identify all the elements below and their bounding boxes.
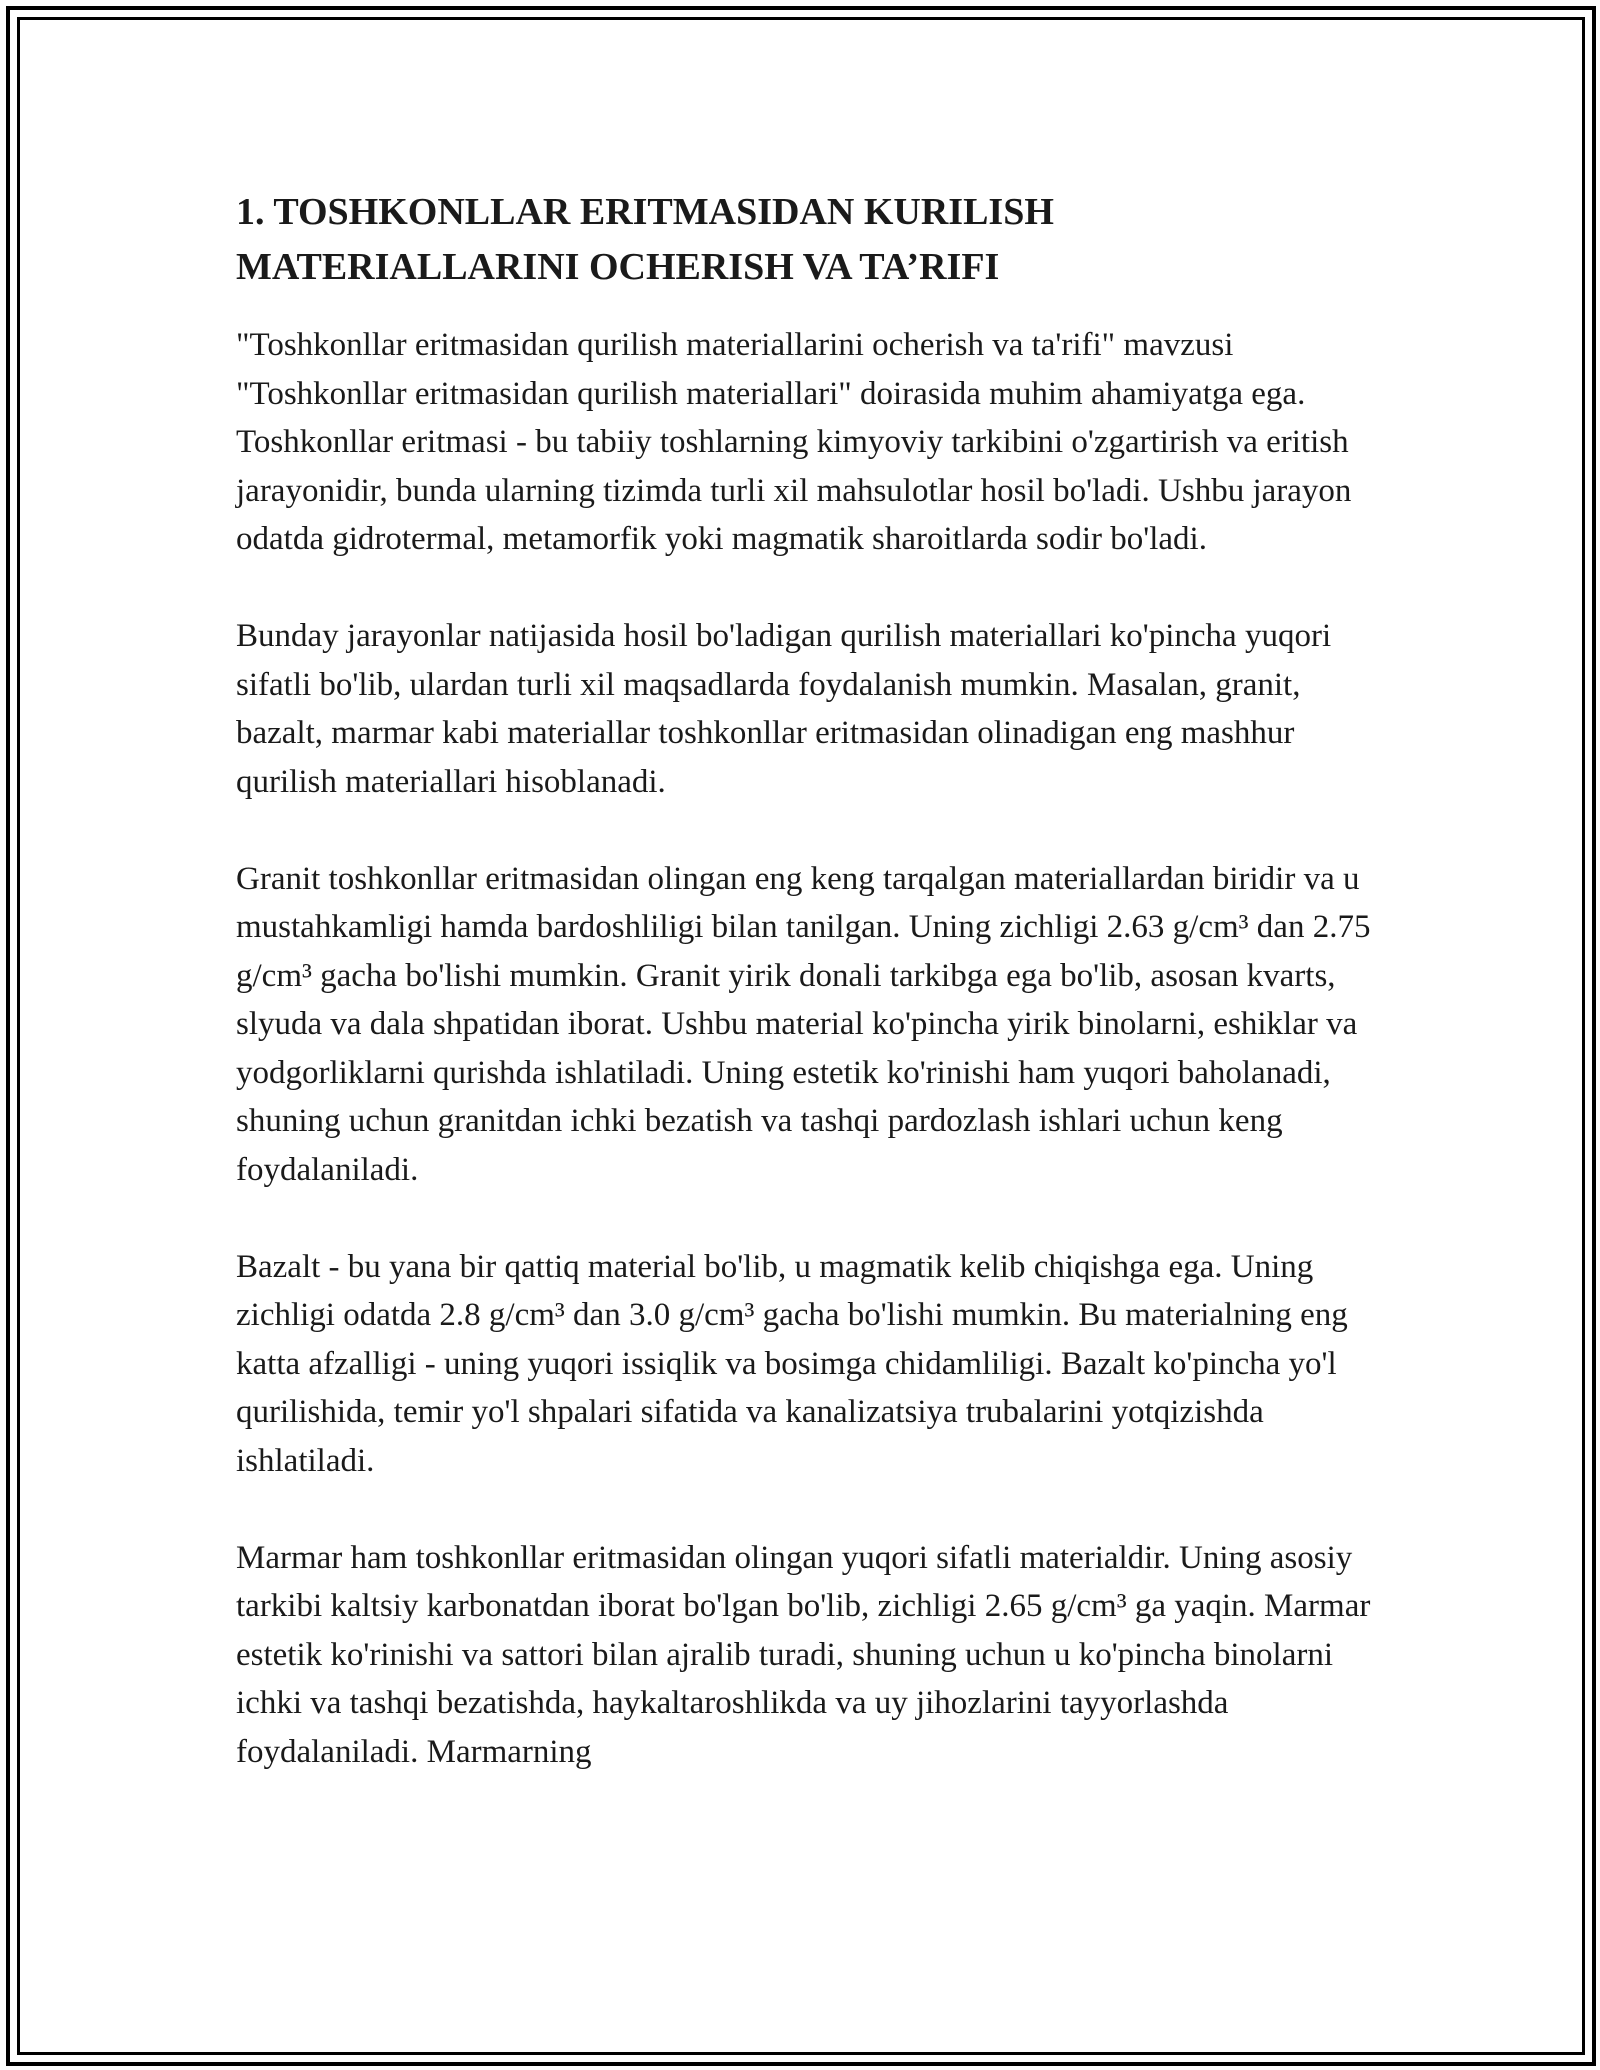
paragraph-marble: Marmar ham toshkonllar eritmasidan olingan yuqori sifatli materialdir. Uning asosiy tarkibi kaltsiy karbonatdan iborat bo'lgan bo'lib, zichligi 2.65 g/cm³ ga yaqin. Marmar estetik ko'rinishi va sattori bilan ajralib turadi, shuning uchun u ko'pincha binolarni ichki va tashqi bezatishda, haykaltaroshlikda va uy jihozlarini tayyorlashda foydalaniladi. Marmarning	[236, 1539, 1371, 1770]
paragraph-basalt: Bazalt - bu yana bir qattiq material bo'lib, u magmatik kelib chiqishga ega. Uning zichligi odatda 2.8 g/cm³ dan 3.0 g/cm³ gacha bo'lishi mumkin. Bu materialning eng katta afzalligi - uning yuqori issiqlik va bosimga chidamliligi. Bazalt ko'pincha yo'l qurilishida, temir yo'l shpalari sifatida va kanalizatsiya trubalarini yotqizishda ishlatiladi.	[236, 1248, 1348, 1479]
document-body	[236, 185, 1376, 1776]
page-title-line-1: 1. TOSHKONLLAR ERITMASIDAN KURILISH	[236, 191, 1054, 233]
page-title	[236, 185, 1376, 295]
paragraph-intro: "Toshkonllar eritmasidan qurilish materiallarini ocherish va ta'rifi" mavzusi "Toshkonllar eritmasidan qurilish materiallari" doirasida muhim ahamiyatga ega. Toshkonllar eritmasi - bu tabiiy toshlarning kimyoviy tarkibini o'zgartirish va eritish jarayonidir, bunda ularning tizimda turli xil mahsulotlar hosil bo'ladi. Ushbu jarayon odatda gidrotermal, metamorfik yoki magmatik sharoitlarda sodir bo'ladi.	[236, 327, 1352, 557]
paragraph-materials: Bunday jarayonlar natijasida hosil bo'ladigan qurilish materiallari ko'pincha yuqori sifatli bo'lib, ulardan turli xil maqsadlarda foydalanish mumkin. Masalan, granit, bazalt, marmar kabi materiallar toshkonllar eritmasidan olinadigan eng mashhur qurilish materiallari hisoblanadi.	[236, 618, 1332, 800]
paragraph-granite: Granit toshkonllar eritmasidan olingan eng keng tarqalgan materiallardan biridir va u mustahkamligi hamda bardoshliligi bilan tanilgan. Uning zichligi 2.63 g/cm³ dan 2.75 g/cm³ gacha bo'lishi mumkin. Granit yirik donali tarkibga ega bo'lib, asosan kvarts, slyuda va dala shpatidan iborat. Ushbu material ko'pincha yirik binolarni, eshiklar va yodgorliklarni qurishda ishlatiladi. Uning estetik ko'rinishi ham yuqori baholanadi, shuning uchun granitdan ichki bezatish va tashqi pardozlash ishlari uchun keng foydalaniladi.	[236, 860, 1371, 1188]
page-title-line-2: MATERIALLARINI OCHERISH VA TA’RIFI	[236, 246, 1000, 288]
